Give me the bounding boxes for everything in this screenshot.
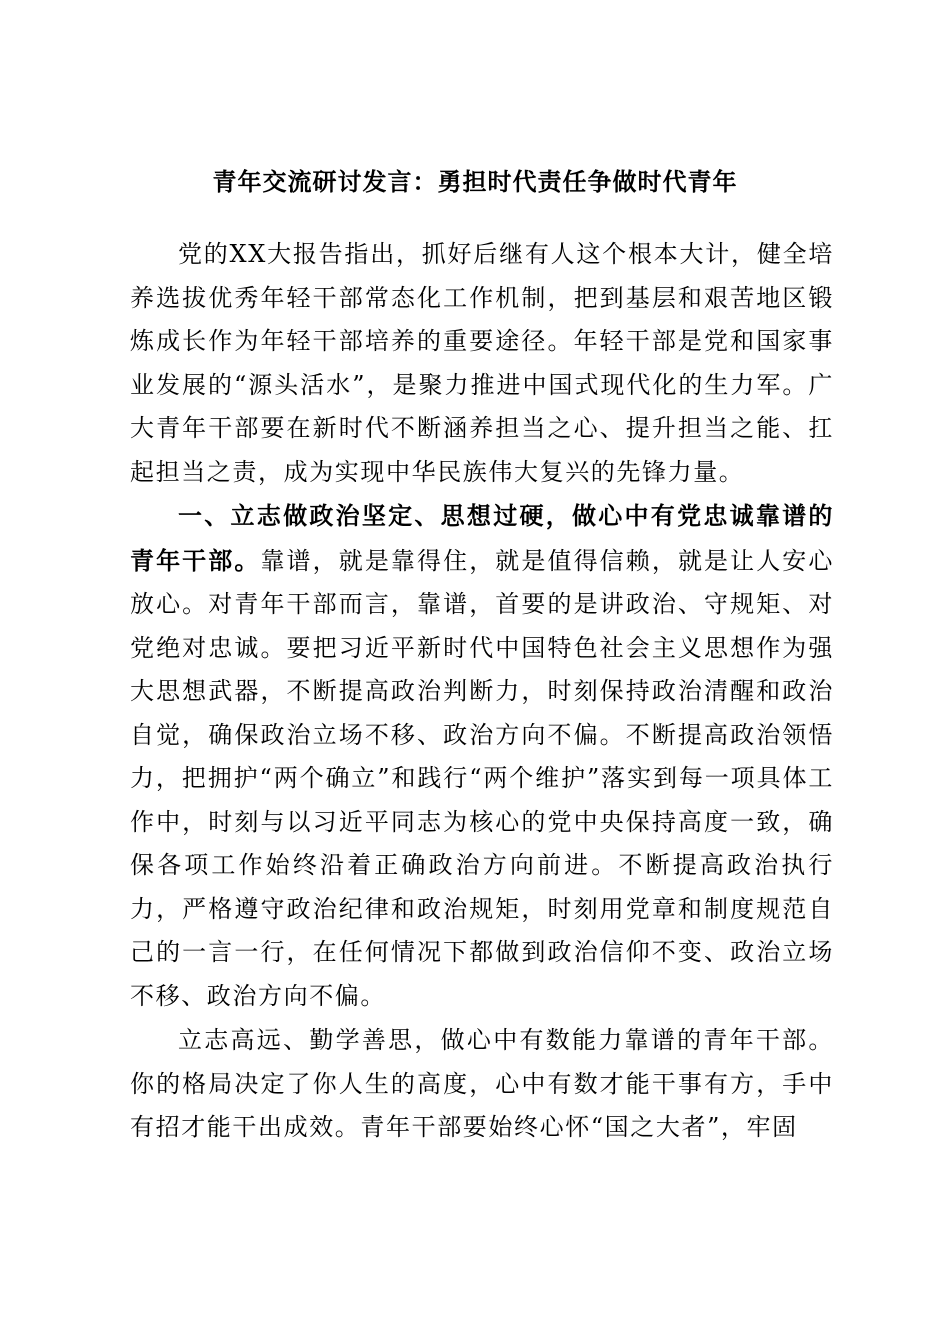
paragraph-intro [130,232,834,494]
paragraph-section-two [130,1018,834,1150]
document-title: 青年交流研讨发言：勇担时代责任争做时代青年 [212,167,738,196]
paragraph-text: 靠谱，就是靠得住，就是值得信赖，就是让人安心放心。对青年干部而言，靠谱，首要的是讲政治、守规矩、对党绝对忠诚。要把习近平新时代中国特色社会主义思想作为强大思想武器，不断提高政治判断力，时刻保持政治清醒和政治自觉，确保政治立场不移、政治方向不偏。不断提高政治领悟力，把拥护“两个确立”和践行“两个维护”落实到每一项具体工作中，时刻与以习近平同志为核心的党中央保持高度一致，确保各项工作始终沿着正确政治方向前进。不断提高政治执行力，严格遵守政治纪律和政治规矩，时刻用党章和制度规范自己的一言一行，在任何情况下都做到政治信仰不变、政治立场不移、政治方向不偏。 [130,546,835,1010]
section-heading: 一、立志做政治坚定、思想过硬，做心中有党忠诚靠谱的青年干部。 [130,501,834,575]
paragraph-text: 立志高远、勤学善思，做心中有数能力靠谱的青年干部。你的格局决定了你人生的高度，心中有数才能干事有方，手中有招才能干出成效。青年干部要始终心怀“国之大者”，牢固 [130,1026,834,1141]
document-body [130,232,834,1150]
paragraph-section-one [130,494,834,1018]
paragraph-text: 党的XX大报告指出，抓好后继有人这个根本大计，健全培养选拔优秀年轻干部常态化工作机制，把到基层和艰苦地区锻炼成长作为年轻干部培养的重要途径。年轻干部是党和国家事业发展的“源头活水”，是聚力推进中国式现代化的生力军。广大青年干部要在新时代不断涵养担当之心、提升担当之能、扛起担当之责，成为实现中华民族伟大复兴的先锋力量。 [130,240,834,486]
